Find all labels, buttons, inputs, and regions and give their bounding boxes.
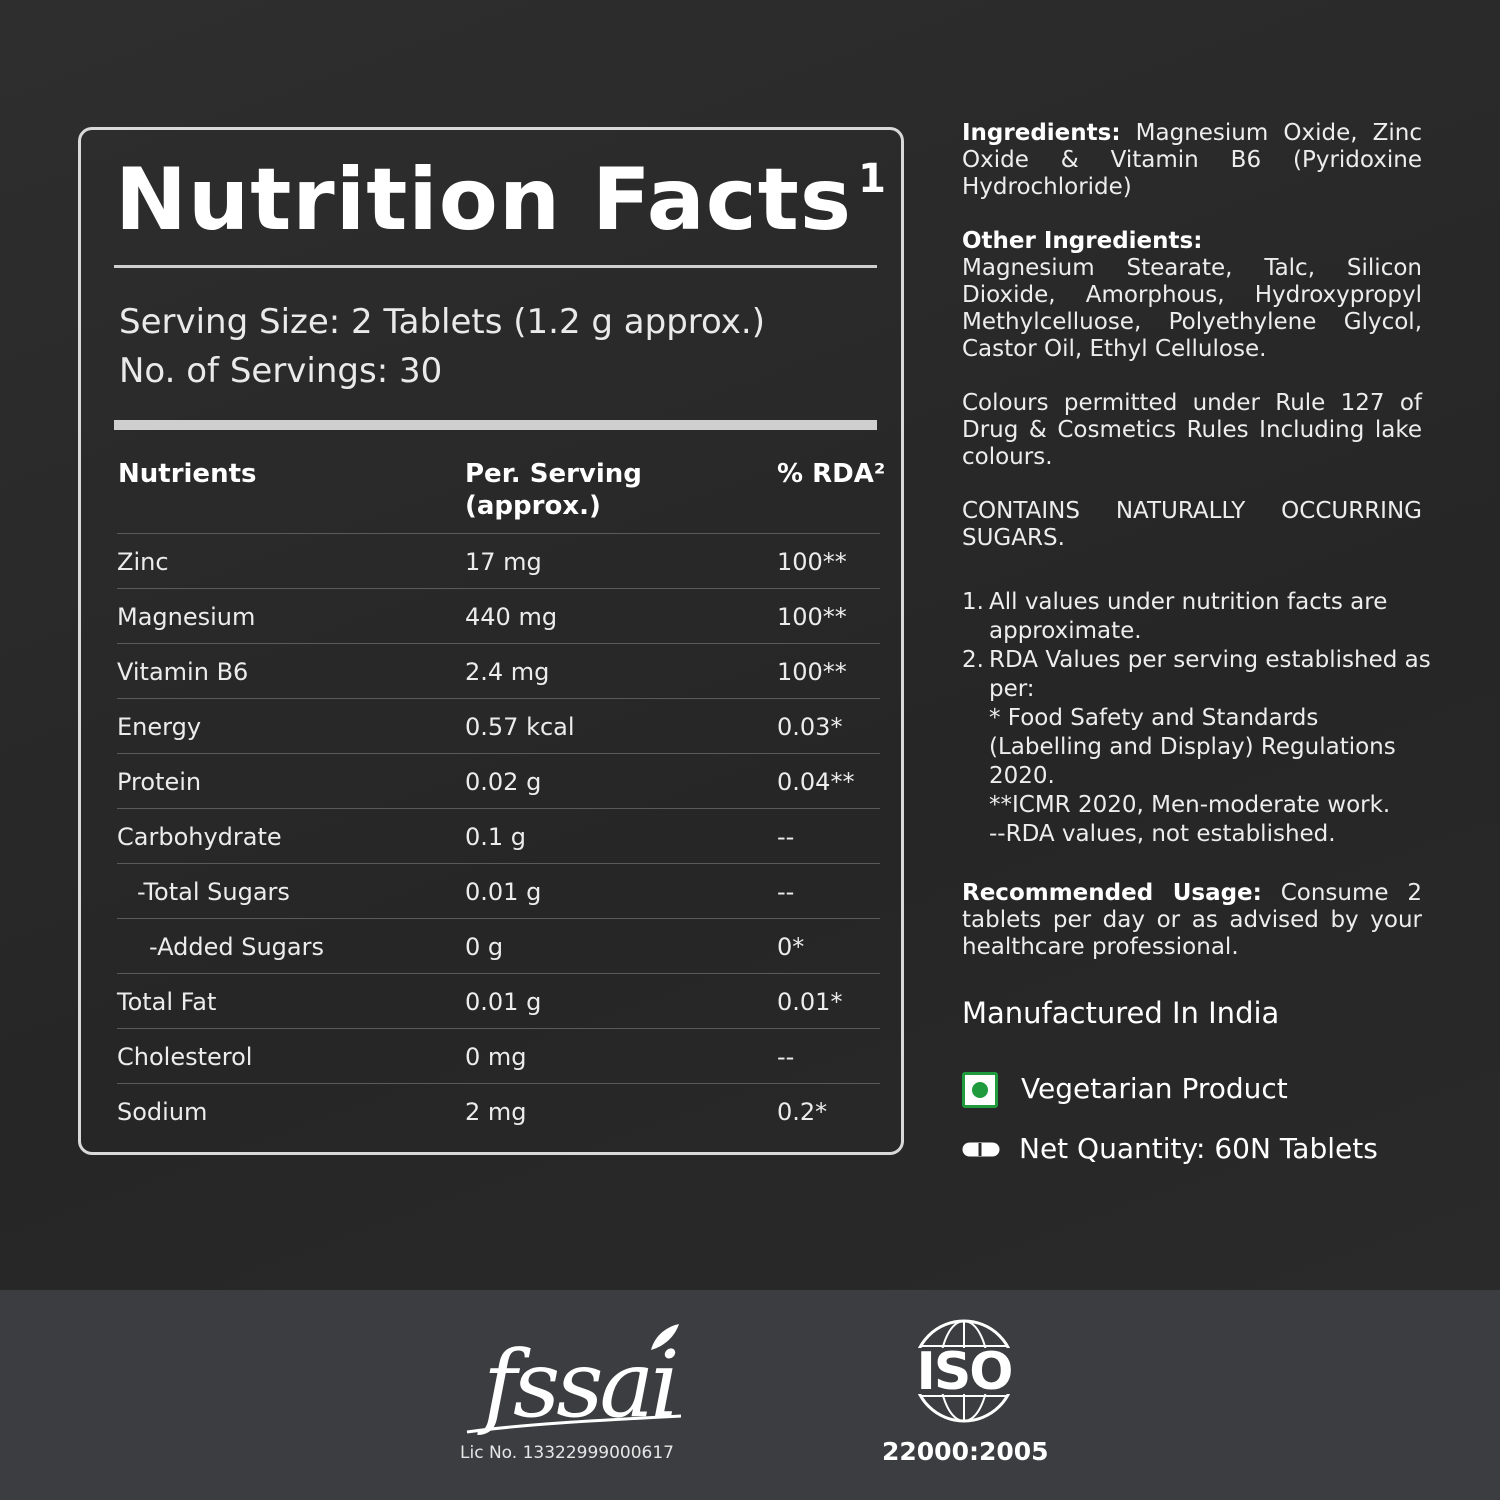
servings-count: No. of Servings: 30 [119, 351, 443, 391]
nutrient-rda: 0.03* [777, 713, 843, 741]
nutrient-name: Zinc [117, 548, 169, 576]
table-row [117, 973, 880, 1028]
ingredients-block [962, 120, 1422, 201]
ingredients-text: Magnesium Oxide, Zinc Oxide & Vitamin B6 (Pyridoxine Hydrochloride) [962, 120, 1423, 200]
nutrient-amount: 0.57 kcal [465, 713, 575, 741]
table-row [117, 863, 880, 918]
other-ingredients-block [962, 228, 1422, 363]
nutrient-table [117, 533, 880, 1138]
nutrition-facts-title [115, 150, 887, 250]
footnote-1 [962, 588, 1432, 646]
tablet-icon [962, 1142, 1000, 1157]
table-row [117, 808, 880, 863]
nutrient-name: Protein [117, 768, 202, 796]
table-row [117, 918, 880, 973]
table-row [117, 1028, 880, 1083]
usage-text: Consume 2 tablets per day or as advised by your healthcare professional. [962, 880, 1422, 960]
footnote-sub-icmr: **ICMR 2020, Men-moderate work. [989, 792, 1391, 818]
svg-text:ISO: ISO [916, 1342, 1012, 1402]
nutrient-amount: 2.4 mg [465, 658, 550, 686]
nutrient-amount: 17 mg [465, 548, 542, 576]
serving-size: Serving Size: 2 Tablets (1.2 g approx.) [119, 302, 765, 342]
nutrient-amount: 0 mg [465, 1043, 527, 1071]
nutrient-name: Sodium [117, 1098, 208, 1126]
serving-divider [114, 420, 877, 430]
vegetarian-label: Vegetarian Product [1021, 1072, 1288, 1105]
title-footnote-marker: 1 [858, 156, 887, 202]
nutrient-name: Energy [117, 713, 202, 741]
other-ingredients-label: Other Ingredients: [962, 228, 1203, 254]
title-divider [114, 265, 877, 268]
table-row [117, 698, 880, 753]
nutrient-rda: 0.04** [777, 768, 855, 796]
contains-note: CONTAINS NATURALLY OCCURRING SUGARS. [962, 498, 1422, 551]
ingredients-label: Ingredients: [962, 120, 1121, 146]
nutrient-name: Total Fat [117, 988, 217, 1016]
nutrient-rda: 0* [777, 933, 805, 961]
footnote-number: 2. [962, 647, 984, 673]
nutrient-amount: 0 g [465, 933, 504, 961]
nutrient-name: Vitamin B6 [117, 658, 249, 686]
footnote-text: All values under nutrition facts are approximate. [989, 589, 1388, 644]
nutrient-rda: -- [777, 878, 795, 906]
nutrient-rda: 0.01* [777, 988, 843, 1016]
nutrient-amount: 0.01 g [465, 988, 542, 1016]
table-row [117, 533, 880, 588]
usage-block [962, 880, 1422, 961]
nutrient-rda: 100** [777, 603, 847, 631]
nutrient-amount: 2 mg [465, 1098, 527, 1126]
nutrient-rda: 100** [777, 658, 847, 686]
nutrient-amount: 0.1 g [465, 823, 527, 851]
certification-footer [0, 1290, 1500, 1500]
header-per-serving-line1: Per. Serving [465, 459, 642, 489]
veg-mark-icon [962, 1072, 998, 1108]
header-nutrients: Nutrients [118, 459, 257, 489]
nutrient-name: Magnesium [117, 603, 256, 631]
colours-note: Colours permitted under Rule 127 of Drug & Cosmetics Rules Including lake colours. [962, 390, 1422, 470]
other-ingredients-text: Magnesium Stearate, Talc, Silicon Dioxide, Amorphous, Hydroxypropyl Methylcelluose, Polyethylene Glycol, Castor Oil, Ethyl Cellulose. [962, 255, 1422, 362]
footnote-sub-not-established: --RDA values, not established. [989, 821, 1336, 847]
iso-logo-icon [898, 1316, 1030, 1426]
header-rda: % RDA² [777, 459, 886, 489]
header-per-serving-line2: (approx.) [465, 491, 601, 521]
nutrient-amount: 0.01 g [465, 878, 542, 906]
footnote-text: RDA Values per serving established as per: [989, 647, 1431, 702]
usage-label: Recommended Usage: [962, 880, 1262, 906]
net-quantity: Net Quantity: 60N Tablets [1019, 1132, 1378, 1165]
nutrient-rda: -- [777, 823, 795, 851]
footnote-sub-fssai: * Food Safety and Standards (Labelling and Display) Regulations 2020. [989, 705, 1396, 789]
iso-standard: 22000:2005 [882, 1437, 1049, 1466]
nutrient-amount: 0.02 g [465, 768, 542, 796]
table-row [117, 588, 880, 643]
manufactured-in: Manufactured In India [962, 996, 1280, 1030]
table-row [117, 753, 880, 808]
nutrition-facts-panel [78, 127, 904, 1155]
nutrient-name: Cholesterol [117, 1043, 253, 1071]
fssai-logo-icon [455, 1320, 690, 1440]
nutrient-name: -Total Sugars [137, 878, 290, 906]
header-per-serving [465, 458, 642, 522]
nutrient-rda: 0.2* [777, 1098, 828, 1126]
svg-text:fssai: fssai [483, 1331, 676, 1438]
footnote-number: 1. [962, 589, 984, 615]
nutrient-name: -Added Sugars [149, 933, 324, 961]
table-row [117, 643, 880, 698]
footnotes [962, 588, 1432, 849]
nutrient-rda: 100** [777, 548, 847, 576]
footnote-2 [962, 646, 1432, 849]
nutrient-rda: -- [777, 1043, 795, 1071]
nutrient-name: Carbohydrate [117, 823, 282, 851]
title-text: Nutrition Facts [115, 150, 853, 250]
nutrient-amount: 440 mg [465, 603, 558, 631]
table-row [117, 1083, 880, 1138]
fssai-license-number: Lic No. 13322999000617 [460, 1443, 674, 1463]
